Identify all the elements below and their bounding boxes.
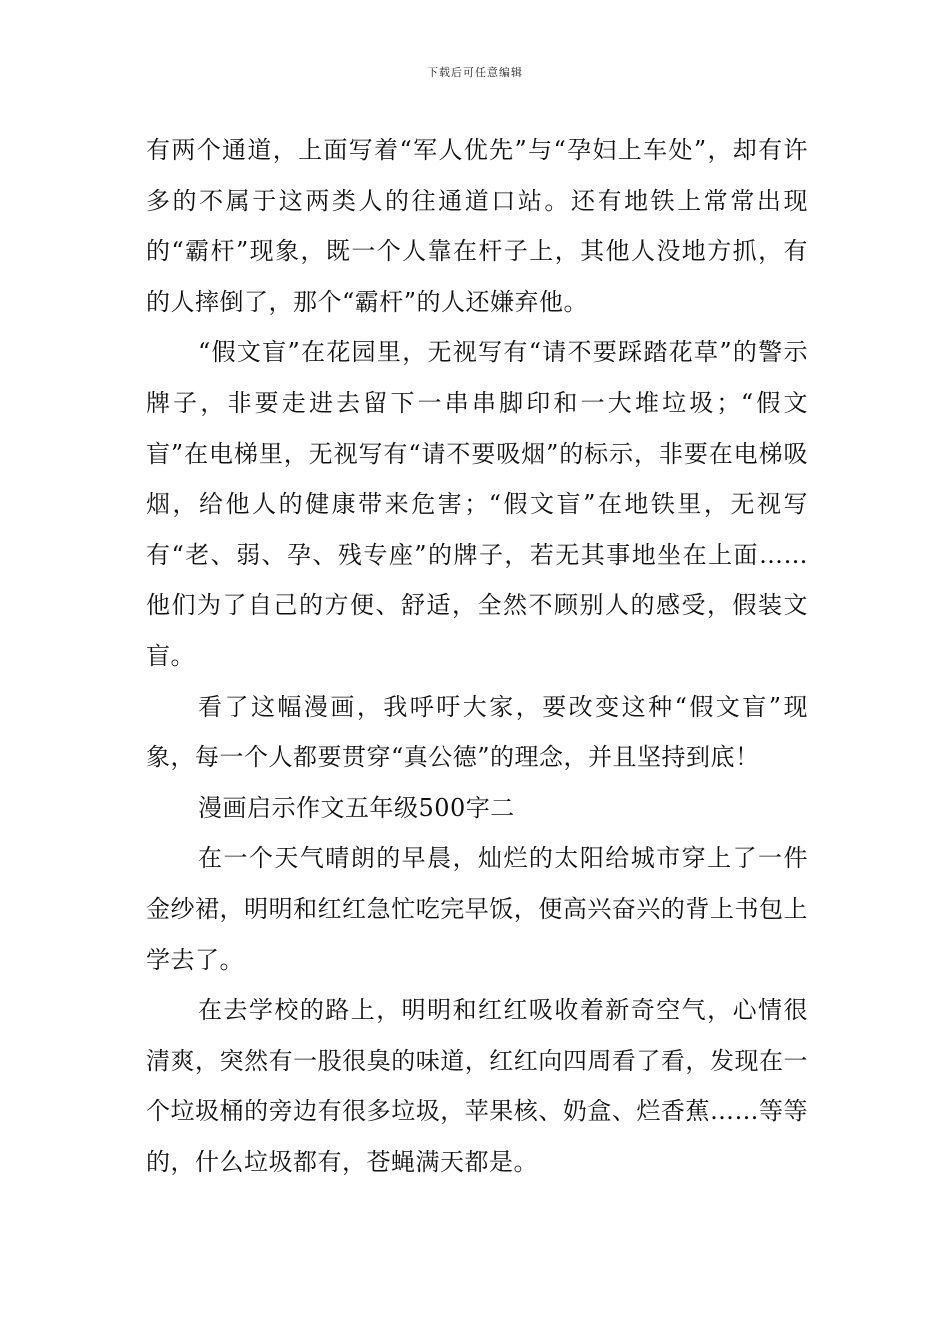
section-heading: 漫画启示作文五年级500字二	[198, 793, 515, 822]
document-body	[146, 125, 808, 1187]
page-header-note: 下载后可任意编辑	[427, 66, 523, 79]
paragraph-fake-illiterate: “假文盲”在花园里，无视写有“请不要踩踏花草”的警示牌子，非要走进去留下一串串脚印和一大堆垃圾；“假文盲”在电梯里，无视写有“请不要吸烟”的标示，非要在电梯吸烟，给他人的健康带来危害；“假文盲”在地铁里，无视写有“老、弱、孕、残专座”的牌子，若无其事地坐在上面……他们为了自己的方便、舒适，全然不顾别人的感受，假装文盲。	[146, 338, 808, 670]
paragraph-morning: 在一个天气晴朗的早晨，灿烂的太阳给城市穿上了一件金纱裙，明明和红红急忙吃完早饭，便高兴奋兴的背上书包上学去了。	[146, 844, 808, 974]
paragraph-on-the-way: 在去学校的路上，明明和红红吸收着新奇空气，心情很清爽，突然有一股很臭的味道，红红向四周看了看，发现在一个垃圾桶的旁边有很多垃圾，苹果核、奶盒、烂香蕉……等等的，什么垃圾都有，苍蝇满天都是。	[146, 996, 808, 1176]
paragraph-continuation: 有两个通道，上面写着“军人优先”与“孕妇上车处”，却有许多的不属于这两类人的往通道口站。还有地铁上常常出现的“霸杆”现象，既一个人靠在杆子上，其他人没地方抓，有的人摔倒了，那个“霸杆”的人还嫌弃他。	[146, 136, 808, 316]
paragraph-appeal: 看了这幅漫画，我呼吁大家，要改变这种“假文盲”现象，每一个人都要贯穿“真公德”的理念，并且坚持到底！	[146, 692, 808, 772]
